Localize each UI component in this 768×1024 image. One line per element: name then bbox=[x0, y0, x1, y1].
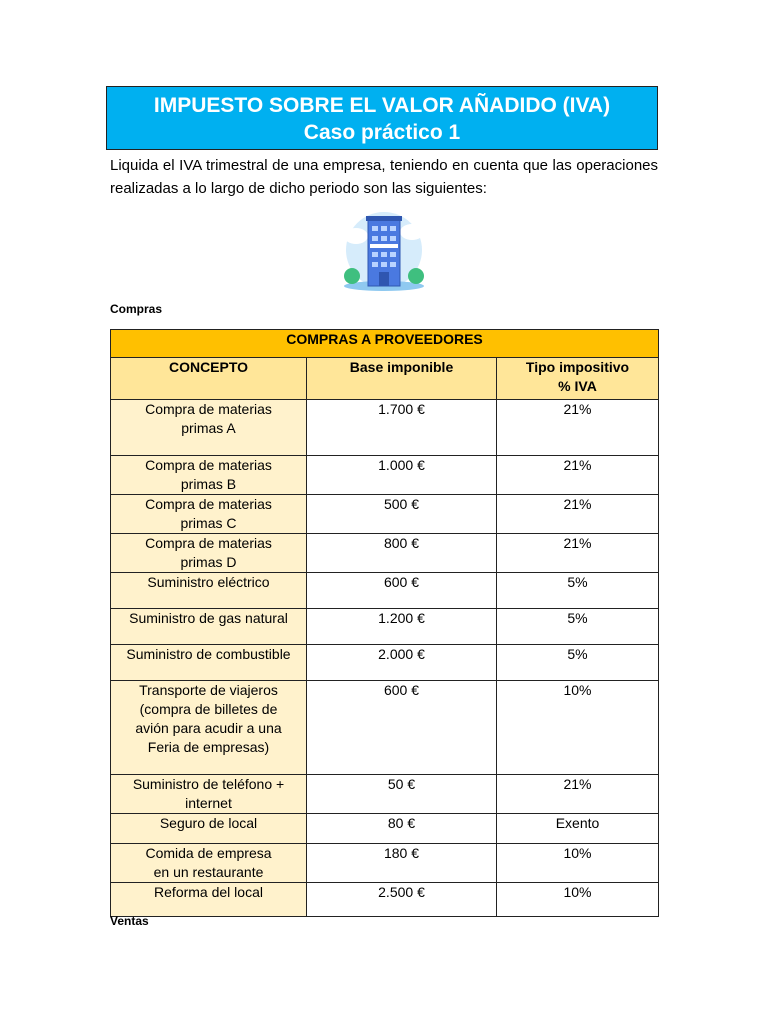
cell-rate: 21% bbox=[497, 534, 659, 573]
table-row bbox=[111, 400, 659, 456]
table-row bbox=[111, 814, 659, 844]
cell-rate: 21% bbox=[497, 495, 659, 534]
table-row bbox=[111, 456, 659, 495]
cell-concept bbox=[111, 456, 307, 495]
table-row bbox=[111, 883, 659, 917]
cell-rate: 5% bbox=[497, 645, 659, 681]
table-row bbox=[111, 681, 659, 775]
cell-rate: 5% bbox=[497, 573, 659, 609]
section-label-compras: Compras bbox=[110, 302, 163, 316]
table-row bbox=[111, 534, 659, 573]
cell-base: 1.000 € bbox=[307, 456, 497, 495]
cell-concept bbox=[111, 844, 307, 883]
cell-concept bbox=[111, 609, 307, 645]
cell-rate: 5% bbox=[497, 609, 659, 645]
section-label-ventas: Ventas bbox=[110, 914, 149, 928]
cell-concept-line: avión para acudir a una bbox=[135, 720, 282, 736]
cell-concept bbox=[111, 645, 307, 681]
cell-concept bbox=[111, 573, 307, 609]
cell-base: 2.000 € bbox=[307, 645, 497, 681]
cell-rate: 10% bbox=[497, 681, 659, 775]
cell-rate: 10% bbox=[497, 883, 659, 917]
cell-concept bbox=[111, 814, 307, 844]
document-subtitle: Caso práctico 1 bbox=[303, 121, 461, 144]
cell-base: 50 € bbox=[307, 775, 497, 814]
cell-concept-line: Compra de materias bbox=[145, 457, 272, 473]
document-title: IMPUESTO SOBRE EL VALOR AÑADIDO (IVA) bbox=[153, 94, 611, 117]
cell-base: 2.500 € bbox=[307, 883, 497, 917]
table-title-row bbox=[111, 330, 659, 358]
cell-concept-line: Feria de empresas) bbox=[147, 739, 270, 755]
cell-concept-line: Compra de materias bbox=[145, 535, 272, 551]
cell-concept-line: Seguro de local bbox=[159, 815, 258, 831]
intro-paragraph: Liquida el IVA trimestral de una empresa, teniendo en cuenta que las operaciones realizadas a lo largo de dicho periodo son las siguientes: bbox=[110, 157, 658, 197]
cell-concept bbox=[111, 883, 307, 917]
table-row bbox=[111, 573, 659, 609]
table-row bbox=[111, 609, 659, 645]
cell-concept-line: primas D bbox=[180, 554, 237, 570]
cell-concept bbox=[111, 400, 307, 456]
cell-concept-line: en un restaurante bbox=[153, 864, 264, 880]
cell-rate: 21% bbox=[497, 775, 659, 814]
header-rate-line2: % IVA bbox=[558, 378, 597, 394]
cell-concept-line: Suministro de gas natural bbox=[129, 610, 288, 626]
table-title: COMPRAS A PROVEEDORES bbox=[111, 330, 659, 358]
header-base: Base imponible bbox=[307, 358, 497, 400]
cell-rate: Exento bbox=[497, 814, 659, 844]
table-header-row bbox=[111, 358, 659, 400]
cell-concept bbox=[111, 775, 307, 814]
header-rate-line1: Tipo impositivo bbox=[525, 359, 630, 375]
cell-concept-line: Compra de materias bbox=[145, 496, 272, 512]
document-title-banner bbox=[106, 86, 658, 150]
cell-base: 600 € bbox=[307, 573, 497, 609]
cell-concept-line: Suministro eléctrico bbox=[147, 574, 270, 590]
cell-concept-line: Comida de empresa bbox=[145, 845, 272, 861]
table-row bbox=[111, 775, 659, 814]
table-row bbox=[111, 844, 659, 883]
cell-concept bbox=[111, 681, 307, 775]
table-row bbox=[111, 645, 659, 681]
cell-base: 500 € bbox=[307, 495, 497, 534]
cell-concept-line: primas C bbox=[180, 515, 237, 531]
cell-rate: 21% bbox=[497, 456, 659, 495]
cell-base: 1.200 € bbox=[307, 609, 497, 645]
cell-concept-line: primas A bbox=[181, 420, 236, 436]
cell-concept-line: Compra de materias bbox=[145, 401, 272, 417]
cell-rate: 21% bbox=[497, 400, 659, 456]
office-building-icon bbox=[338, 206, 430, 292]
cell-concept bbox=[111, 534, 307, 573]
cell-base: 180 € bbox=[307, 844, 497, 883]
cell-concept-line: primas B bbox=[180, 476, 237, 492]
cell-concept-line: (compra de billetes de bbox=[139, 701, 278, 717]
purchases-table bbox=[110, 329, 659, 917]
cell-base: 1.700 € bbox=[307, 400, 497, 456]
table-row bbox=[111, 495, 659, 534]
cell-base: 600 € bbox=[307, 681, 497, 775]
cell-base: 800 € bbox=[307, 534, 497, 573]
header-rate bbox=[497, 358, 659, 400]
cell-concept-line: Reforma del local bbox=[154, 884, 263, 900]
cell-concept-line: Transporte de viajeros bbox=[139, 682, 278, 698]
cell-concept-line: Suministro de combustible bbox=[126, 646, 291, 662]
table-body bbox=[111, 400, 659, 917]
cell-concept-line: Suministro de teléfono + bbox=[132, 776, 285, 792]
header-concept: CONCEPTO bbox=[111, 358, 307, 400]
cell-rate: 10% bbox=[497, 844, 659, 883]
cell-concept-line: internet bbox=[185, 795, 232, 811]
cell-base: 80 € bbox=[307, 814, 497, 844]
cell-concept bbox=[111, 495, 307, 534]
